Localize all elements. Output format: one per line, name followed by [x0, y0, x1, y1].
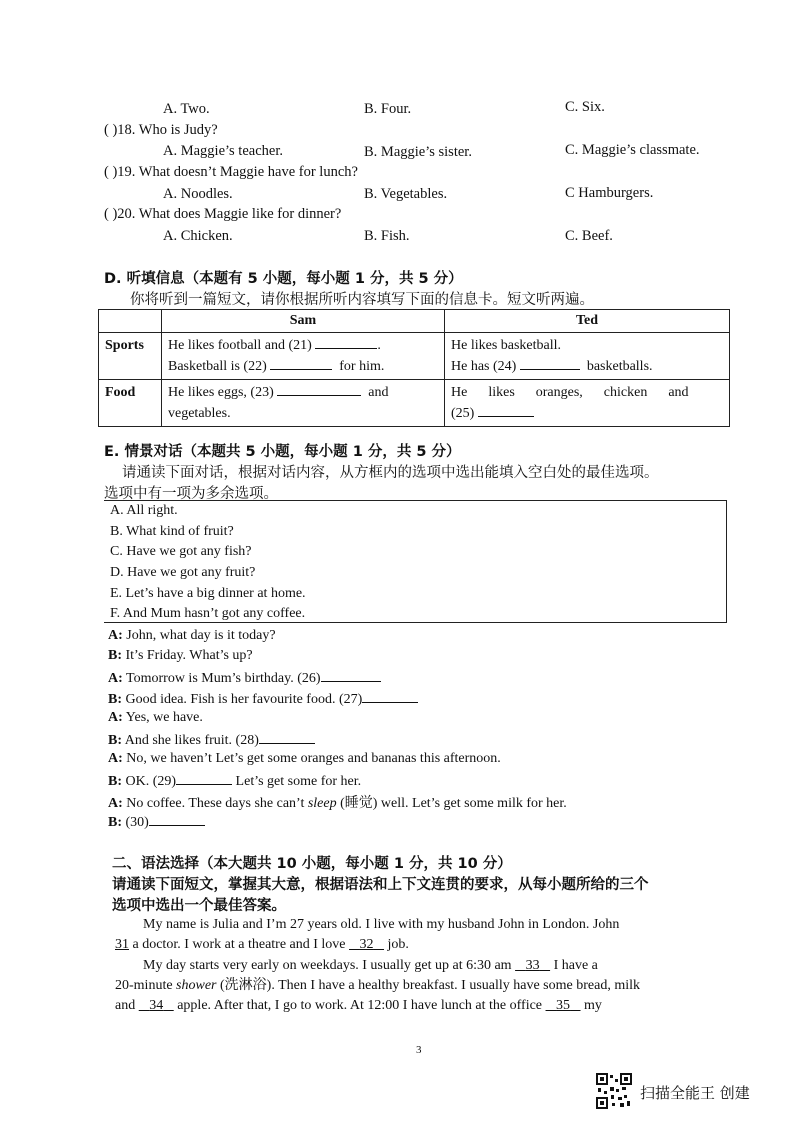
dialogue-line: B: OK. (29) Let’s get some for her.	[108, 774, 362, 789]
blank-26[interactable]	[321, 669, 381, 682]
dialogue-line: B: And she likes fruit. (28)	[108, 731, 315, 749]
ted-food-line1: He likes oranges, chicken and	[451, 385, 689, 400]
sam-sports-cell: He likes football and (21) . Basketball is (22) for him.	[162, 333, 445, 380]
option-e: E. Let’s have a big dinner at home.	[110, 586, 306, 601]
section-e-instruction-2: 选项中有一项为多余选项。	[104, 486, 278, 502]
dialogue-line: A: John, what day is it today?	[108, 628, 276, 643]
ted-food-line2: (25)	[451, 406, 475, 421]
q20-option-b: B. Fish.	[364, 228, 410, 244]
q18-question: ( )18. Who is Judy?	[104, 122, 218, 138]
q17-option-b: B. Four.	[364, 101, 412, 117]
section-e-instruction-1: 请通读下面对话，根据对话内容，从方框内的选项中选出能填入空白处的最佳选项。	[122, 465, 659, 481]
blank-24[interactable]	[520, 357, 580, 370]
section-2-instruction-2: 选项中选出一个最佳答案。	[112, 898, 286, 914]
page-number: 3	[416, 1044, 422, 1056]
q20-option-c: C. Beef.	[565, 228, 613, 244]
blank-28[interactable]	[259, 731, 315, 744]
passage-line-2: 31 a doctor. I work at a theatre and I love 32 job.	[115, 937, 409, 952]
section-2-title: 二、语法选择（本大题共 10 小题，每小题 1 分，共 10 分）	[112, 856, 512, 872]
ted-sports-line1: He likes basketball.	[451, 338, 562, 353]
section-d-title: D. 听填信息（本题有 5 小题，每小题 1 分，共 5 分）	[104, 271, 463, 287]
sam-food-cell	[162, 380, 445, 427]
table-header-empty	[99, 310, 162, 333]
row-label-sports: Sports	[99, 333, 162, 380]
passage-line-3: My day starts very early on weekdays. I usually get up at 6:30 am 33 I have a	[143, 958, 598, 973]
q19-option-c: C Hamburgers.	[565, 185, 654, 201]
qr-code-icon	[596, 1073, 632, 1109]
table-row	[99, 380, 730, 427]
blank-29[interactable]	[176, 772, 232, 785]
q17-option-c: C. Six.	[565, 99, 605, 115]
blank-27[interactable]	[362, 690, 418, 703]
blank-23[interactable]	[277, 383, 361, 396]
option-d: D. Have we got any fruit?	[110, 565, 256, 580]
q20-question: ( )20. What does Maggie like for dinner?	[104, 206, 342, 222]
sam-sports-line1: He likes football and (21)	[168, 338, 312, 353]
q19-option-a: A. Noodles.	[163, 186, 233, 202]
dialogue-line: A: No coffee. These days she can’t sleep (睡觉) well. Let’s get some milk for her.	[108, 796, 567, 811]
section-e-title: E. 情景对话（本题共 5 小题，每小题 1 分，共 5 分）	[104, 444, 461, 460]
q17-option-a: A. Two.	[163, 101, 210, 117]
sam-food-line1: He likes eggs, (23)	[168, 385, 274, 400]
dialogue-line: B: (30)	[108, 813, 205, 831]
table-header-ted: Ted	[445, 310, 730, 333]
sam-food-line2: vegetables.	[168, 406, 231, 421]
ted-food-cell	[445, 380, 730, 427]
option-c: C. Have we got any fish?	[110, 544, 252, 559]
option-f: F. And Mum hasn’t got any coffee.	[110, 606, 306, 621]
section-d-instruction: 你将听到一篇短文，请你根据所听内容填写下面的信息卡。短文听两遍。	[130, 292, 594, 308]
dialogue-line: A: Tomorrow is Mum’s birthday. (26)	[108, 669, 381, 687]
passage-line-5: and 34 apple. After that, I go to work. At 12:00 I have lunch at the office 35 my	[115, 998, 602, 1013]
dialogue-line: B: It’s Friday. What’s up?	[108, 648, 253, 663]
q19-question: ( )19. What doesn’t Maggie have for lunch?	[104, 164, 358, 180]
table-row	[99, 333, 730, 380]
ted-sports-line2: He has (24)	[451, 359, 517, 374]
q20-option-a: A. Chicken.	[163, 228, 233, 244]
footer-watermark-text: 扫描全能王 创建	[640, 1084, 750, 1102]
blank-22[interactable]	[270, 357, 332, 370]
dialogue-line: B: Good idea. Fish is her favourite food. (27)	[108, 690, 418, 708]
ted-sports-line2-tail: basketballs.	[586, 359, 653, 374]
row-label-food: Food	[99, 380, 162, 427]
blank-25[interactable]	[478, 404, 534, 417]
ted-sports-cell	[445, 333, 730, 380]
option-b: B. What kind of fruit?	[110, 524, 234, 539]
q18-option-c: C. Maggie’s classmate.	[565, 142, 700, 158]
dialogue-line: A: Yes, we have.	[108, 710, 203, 725]
blank-30[interactable]	[149, 813, 205, 826]
sam-sports-line2-tail: for him.	[339, 359, 385, 374]
q18-option-b: B. Maggie’s sister.	[364, 144, 472, 160]
section-2-instruction-1: 请通读下面短文，掌握其大意，根据语法和上下文连贯的要求，从每小题所给的三个	[112, 877, 649, 893]
table-header-sam: Sam	[162, 310, 445, 333]
passage-line-4: 20-minute shower (洗淋浴). Then I have a healthy breakfast. I usually have some bread, milk	[115, 978, 640, 993]
passage-line-1: My name is Julia and I’m 27 years old. I live with my husband John in London. John	[143, 917, 620, 932]
option-a: A. All right.	[110, 503, 178, 518]
sam-sports-line2: Basketball is (22)	[168, 359, 267, 374]
q19-option-b: B. Vegetables.	[364, 186, 448, 202]
options-box	[104, 500, 727, 623]
blank-21[interactable]	[315, 336, 377, 349]
dialogue-line: A: No, we haven’t Let’s get some oranges and bananas this afternoon.	[108, 751, 501, 766]
sam-food-line1-tail: and	[368, 385, 389, 400]
q18-option-a: A. Maggie’s teacher.	[163, 143, 283, 159]
info-card-table	[98, 309, 730, 427]
